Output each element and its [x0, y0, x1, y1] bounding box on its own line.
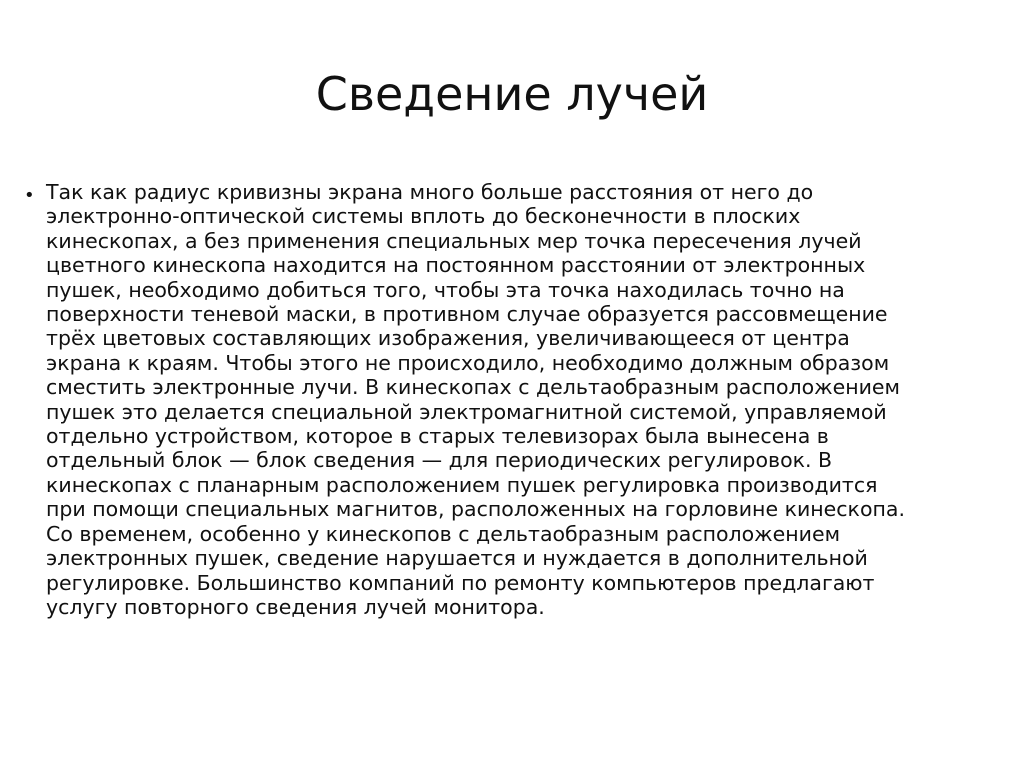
- bullet-list-item: [24, 180, 1014, 619]
- bullet-paragraph: Так как радиус кривизны экрана много больше расстояния от него до электронно-оптической системы вплоть до бесконечности в плоских кинескопах, а без применения специальных мер точка пересечения лучей цветного кинескопа находится на постоянном расстоянии от электронных пушек, необходимо добиться того, чтобы эта точка находилась точно на поверхности теневой маски, в противном случае образуется рассовмещение трёх цветовых составляющих изображения, увеличивающееся от центра экрана к краям. Чтобы этого не происходило, необходимо должным образом сместить электронные лучи. В кинескопах с дельтаобразным расположением пушек это делается специальной электромагнитной системой, управляемой отдельно устройством, которое в старых телевизорах была вынесена в отдельный блок — блок сведения — для периодических регулировок. В кинескопах с планарным расположением пушек регулировка производится при помощи специальных магнитов, расположенных на горловине кинескопа. Со временем, особенно у кинескопов с дельтаобразным расположением электронных пушек, сведение нарушается и нуждается в дополнительной регулировке. Большинство компаний по ремонту компьютеров предлагают услугу повторного сведения лучей монитора.: [46, 180, 905, 619]
- bullet-icon: •: [24, 185, 35, 206]
- slide-title: Сведение лучей: [315, 67, 709, 121]
